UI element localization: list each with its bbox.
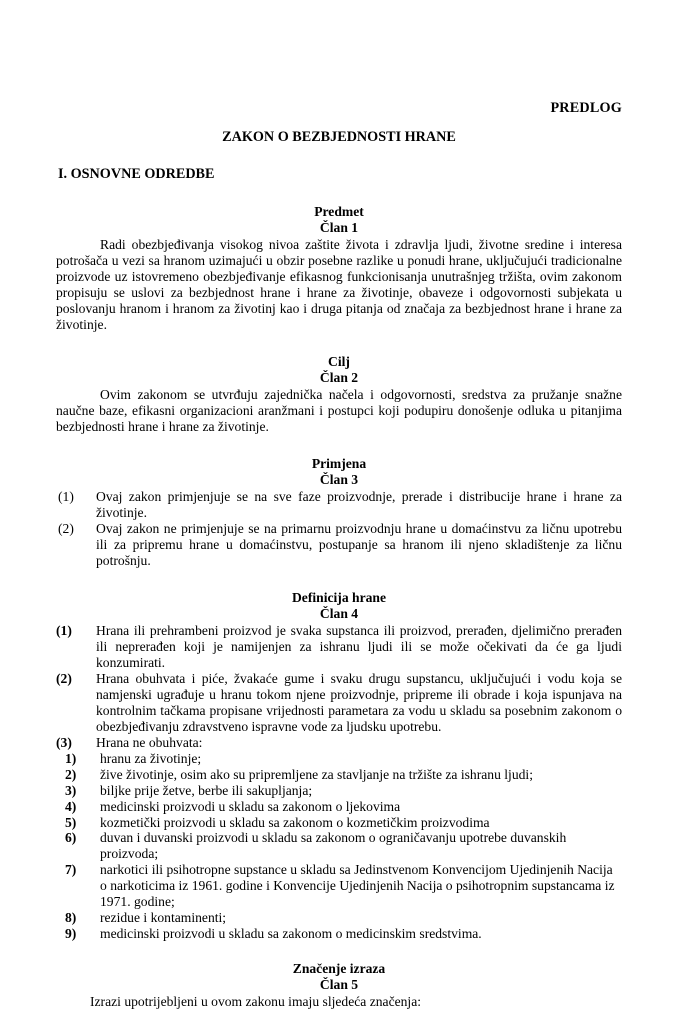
document-title: ZAKON O BEZBJEDNOSTI HRANE xyxy=(222,129,456,146)
article-heading: Primjena xyxy=(311,455,367,471)
list-item-marker: 1) xyxy=(65,750,77,766)
article-primjena xyxy=(56,456,622,569)
article-sub-list xyxy=(56,751,622,943)
article-paragraph: Radi obezbjeđivanja visokog nivoa zaštite života i zdravlja ljudi, životne sredine i interesa potrošača u vezi sa hranom uzimajući u obzir posebne razlike u ponudi hrane, uključujući tradicionalne proizvode uz istovremeno obezbjeđivanje efikasnog funkcionisanja unutrašnjeg tržišta, ovim zakonom propisuju se uslovi za bezbjednost hrane i hrane za životinje, obaveze i odgovornosti subjekata u poslovanju hranom i hranom za životinj kao i druga pitanja od značaja za bezbjednost hrane i hrane za životinje. xyxy=(56,237,622,332)
article-heading: Definicija hrane xyxy=(291,589,386,605)
list-item-marker: (3) xyxy=(56,734,72,750)
list-item-marker: 3) xyxy=(65,782,77,798)
list-item-text: biljke prije žetve, berbe ili sakupljanja; xyxy=(100,782,313,798)
list-item-marker: 7) xyxy=(65,862,77,878)
list-item-text: Ovaj zakon ne primjenjuje se na primarnu proizvodnju hrane u domaćinstvu za ličnu upotrebu ili za pripremu hrane u domaćinstvu, postupanje sa hranom ili njeno skladištenje za ličnu potrošnju. xyxy=(96,520,622,568)
list-item xyxy=(56,671,622,735)
list-item xyxy=(56,767,622,783)
list-item-text: medicinski proizvodi u skladu sa zakonom o ljekovima xyxy=(100,798,401,814)
document-body xyxy=(56,100,622,1010)
document-label: PREDLOG xyxy=(550,100,622,116)
chapter-heading: I. OSNOVNE ODREDBE xyxy=(58,166,215,183)
article-definicija-hrane xyxy=(56,590,622,942)
article-cilj xyxy=(56,354,622,435)
article-paragraph: Izrazi upotrijebljeni u ovom zakonu imaju sljedeća značenja: xyxy=(90,994,422,1010)
list-item-marker: (2) xyxy=(56,670,72,686)
list-item-text: Hrana ne obuhvata: xyxy=(96,734,203,750)
article-number: Član 1 xyxy=(319,220,359,236)
list-item xyxy=(56,815,622,831)
list-item xyxy=(56,799,622,815)
article-number: Član 5 xyxy=(319,977,359,993)
article-number: Član 3 xyxy=(319,471,359,487)
list-item-marker: 6) xyxy=(65,830,77,846)
article-item-list xyxy=(56,623,622,751)
article-item-list xyxy=(56,489,622,569)
list-item xyxy=(56,830,622,862)
article-znacenje-izraza xyxy=(56,961,622,1010)
list-item-marker: 9) xyxy=(65,926,77,942)
list-item xyxy=(56,910,622,926)
list-item-text: medicinski proizvodi u skladu sa zakonom o medicinskim sredstvima. xyxy=(100,926,482,942)
list-item-marker: (1) xyxy=(58,488,74,504)
list-item-marker: 4) xyxy=(65,798,77,814)
list-item-text: kozmetički proizvodi u skladu sa zakonom o kozmetičkim proizvodima xyxy=(100,814,490,830)
list-item-marker: (2) xyxy=(58,520,74,536)
list-item-text: rezidue i kontaminenti; xyxy=(100,910,227,926)
list-item-text: Hrana ili prehrambeni proizvod je svaka supstanca ili proizvod, prerađen, djelimično prerađen ili neprerađen koji je namijenjen za ishranu ljudi ili se može očekivati da će ga ljudi konzumirati. xyxy=(96,622,622,670)
article-heading: Predmet xyxy=(314,204,364,220)
list-item-text: žive životinje, osim ako su pripremljene za stavljanje na tržište za ishranu ljudi; xyxy=(100,766,533,782)
list-item xyxy=(56,862,622,910)
article-number: Član 2 xyxy=(319,369,359,385)
list-item xyxy=(56,521,622,569)
list-item-marker: (1) xyxy=(56,622,72,638)
list-item-marker: 5) xyxy=(65,814,77,830)
list-item xyxy=(56,783,622,799)
list-item xyxy=(56,489,622,521)
article-number: Član 4 xyxy=(319,605,359,621)
list-item-text: Ovaj zakon primjenjuje se na sve faze proizvodnje, prerade i distribucije hrane i hrane za životinje. xyxy=(96,488,622,520)
list-item-marker: 2) xyxy=(65,766,77,782)
list-item-text: narkotici ili psihotropne supstance u skladu sa Jedinstvenom Konvencijom Ujedinjenih Nacija o narkoticima iz 1961. godine i Konvencije Ujedinjenih Nacija o psihotropnim supstancama iz 1971. godine; xyxy=(100,862,615,910)
article-heading: Značenje izraza xyxy=(292,961,386,977)
article-predmet xyxy=(56,204,622,333)
list-item-text: Hrana obuhvata i piće, žvakaće gume i svaku drugu supstancu, uključujući i vodu koja se namjenski ugrađuje u hranu tokom njene proizvodnje, pripreme ili obrade i koja ispunjava na kontrolnim tačkama propisane vrijednosti parametara za vodu u skladu sa posebnim zakonom o obezbjeđivanju zdravstveno ispravne vode za ljudsku upotrebu. xyxy=(96,670,622,734)
list-item xyxy=(56,751,622,767)
list-item xyxy=(56,926,622,942)
list-item-text: duvan i duvanski proizvodi u skladu sa zakonom o ograničavanju upotrebe duvanskih proizvoda; xyxy=(100,830,567,862)
list-item-text: hranu za životinje; xyxy=(100,750,202,766)
list-item xyxy=(56,735,622,751)
article-paragraph: Ovim zakonom se utvrđuju zajednička načela i odgovornosti, sredstva za pružanje snažne naučne baze, efikasni organizacioni aranžmani i postupci koji podupiru donošenje odluka u pitanjima bezbjednosti hrane i hrane za životinje. xyxy=(56,387,622,434)
list-item-marker: 8) xyxy=(65,910,77,926)
list-item xyxy=(56,623,622,671)
article-heading: Cilj xyxy=(328,353,350,369)
